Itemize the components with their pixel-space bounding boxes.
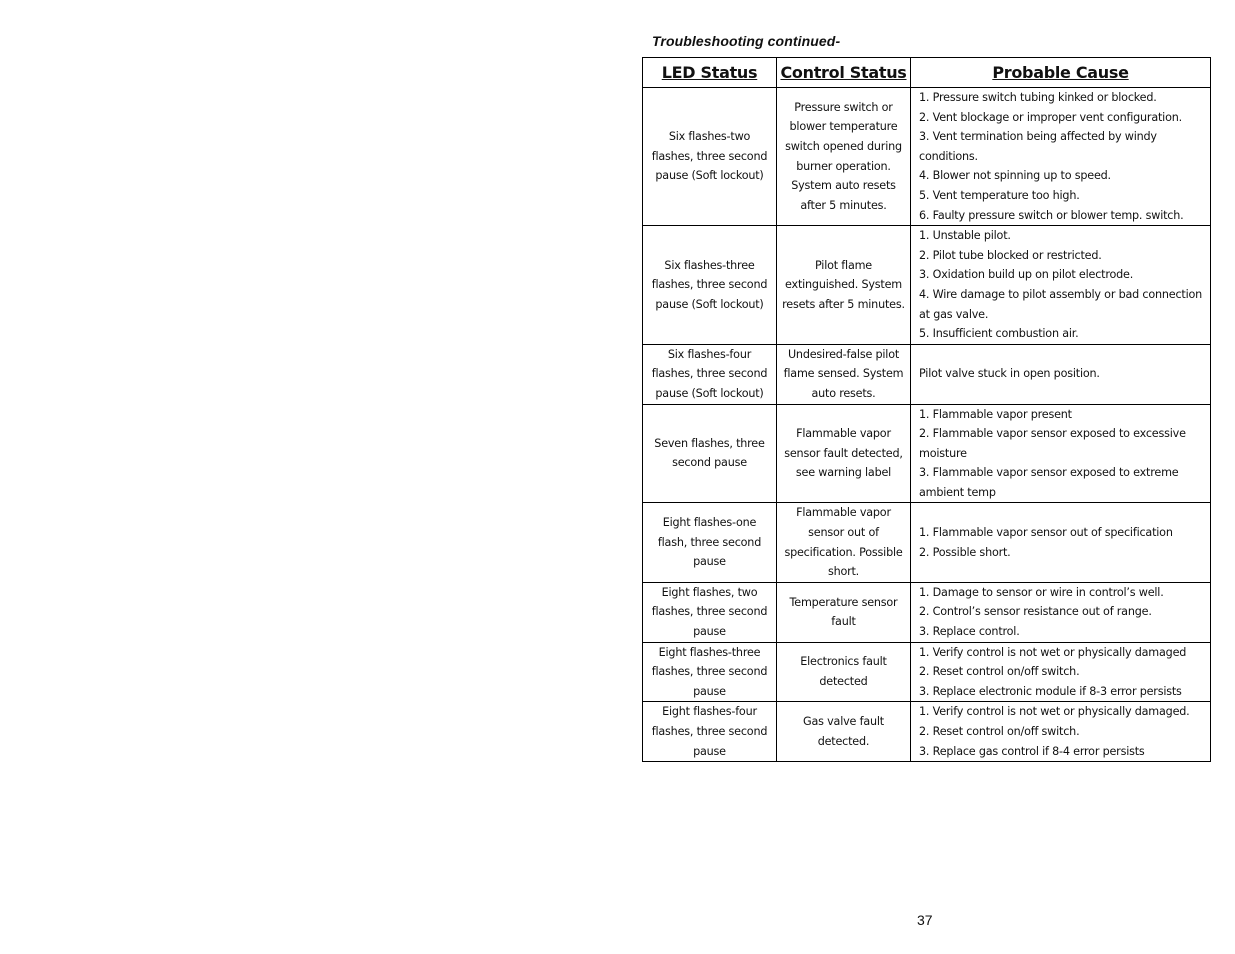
control-status-cell: Temperature sensor fault	[777, 582, 911, 642]
probable-cause-cell	[911, 582, 1211, 642]
probable-cause-cell	[911, 642, 1211, 702]
cause-item: 3. Oxidation build up on pilot electrode.	[919, 268, 1134, 282]
cause-item: 1. Damage to sensor or wire in control’s well.	[919, 585, 1164, 599]
led-status-cell: Six flashes-two flashes, three second pause (Soft lockout)	[643, 88, 777, 226]
cause-item: 6. Faulty pressure switch or blower temp. switch.	[919, 208, 1184, 222]
probable-cause-cell	[911, 503, 1211, 582]
cause-item: 2. Possible short.	[919, 545, 1011, 559]
control-status-cell: Undesired-false pilot flame sensed. System auto resets.	[777, 344, 911, 404]
cause-item: 1. Flammable vapor sensor out of specification	[919, 526, 1173, 540]
led-status-cell: Eight flashes, two flashes, three second pause	[643, 582, 777, 642]
page-number: 37	[917, 912, 933, 928]
table-row	[643, 642, 1211, 702]
table-row	[643, 404, 1211, 503]
cause-item: 2. Flammable vapor sensor exposed to excessive moisture	[919, 427, 1186, 460]
cause-item: 1. Flammable vapor present	[919, 407, 1072, 421]
cause-item: 3. Vent termination being affected by windy conditions.	[919, 130, 1157, 163]
control-status-cell: Pilot flame extinguished. System resets after 5 minutes.	[777, 226, 911, 345]
table-row	[643, 226, 1211, 345]
cause-item: 2. Reset control on/off switch.	[919, 725, 1080, 738]
cause-item: 1. Unstable pilot.	[919, 229, 1011, 243]
led-status-cell: Eight flashes-three flashes, three second pause	[643, 642, 777, 702]
cause-item: 5. Insufficient combustion air.	[919, 327, 1079, 341]
table-row	[643, 88, 1211, 226]
cause-item: 1. Verify control is not wet or physically damaged.	[919, 705, 1190, 719]
table-row	[643, 344, 1211, 404]
cause-item: 1. Verify control is not wet or physically damaged	[919, 645, 1187, 659]
cause-item: 3. Replace electronic module if 8-3 error persists	[919, 684, 1182, 698]
cause-item: 4. Blower not spinning up to speed.	[919, 169, 1111, 183]
table-row	[643, 503, 1211, 582]
cause-item: 3. Replace control.	[919, 625, 1020, 639]
header-led-status: LED Status	[643, 58, 777, 88]
cause-item: 4. Wire damage to pilot assembly or bad connection at gas valve.	[919, 287, 1203, 321]
cause-item: Pilot valve stuck in open position.	[919, 367, 1100, 381]
control-status-cell: Gas valve fault detected.	[777, 702, 911, 762]
troubleshooting-table	[642, 57, 1211, 762]
cause-item: 2. Control’s sensor resistance out of range.	[919, 605, 1152, 619]
control-status-cell: Electronics fault detected	[777, 642, 911, 702]
led-status-cell: Eight flashes-one flash, three second pause	[643, 503, 777, 582]
section-heading: Troubleshooting continued-	[652, 33, 841, 49]
cause-item: 3. Flammable vapor sensor exposed to extreme ambient temp	[919, 466, 1179, 499]
probable-cause-cell	[911, 702, 1211, 762]
header-control-status: Control Status	[777, 58, 911, 88]
control-status-cell: Pressure switch or blower temperature switch opened during burner operation. System auto resets after 5 minutes.	[777, 88, 911, 226]
cause-item: 2. Pilot tube blocked or restricted.	[919, 248, 1102, 262]
led-status-cell: Seven flashes, three second pause	[643, 404, 777, 503]
table-row	[643, 582, 1211, 642]
led-status-cell: Eight flashes-four flashes, three second pause	[643, 702, 777, 762]
led-status-cell: Six flashes-three flashes, three second pause (Soft lockout)	[643, 226, 777, 345]
table-header-row	[643, 58, 1211, 88]
probable-cause-cell	[911, 344, 1211, 404]
cause-item: 1. Pressure switch tubing kinked or blocked.	[919, 91, 1157, 104]
cause-item: 2. Reset control on/off switch.	[919, 665, 1080, 679]
led-status-cell: Six flashes-four flashes, three second pause (Soft lockout)	[643, 344, 777, 404]
header-probable-cause: Probable Cause	[911, 58, 1211, 88]
probable-cause-cell	[911, 88, 1211, 226]
control-status-cell: Flammable vapor sensor out of specification. Possible short.	[777, 503, 911, 582]
cause-item: 2. Vent blockage or improper vent configuration.	[919, 110, 1182, 124]
probable-cause-cell	[911, 404, 1211, 503]
probable-cause-cell	[911, 226, 1211, 345]
cause-item: 5. Vent temperature too high.	[919, 188, 1080, 202]
control-status-cell: Flammable vapor sensor fault detected, see warning label	[777, 404, 911, 503]
cause-item: 3. Replace gas control if 8-4 error persists	[919, 744, 1145, 758]
table-row	[643, 702, 1211, 762]
